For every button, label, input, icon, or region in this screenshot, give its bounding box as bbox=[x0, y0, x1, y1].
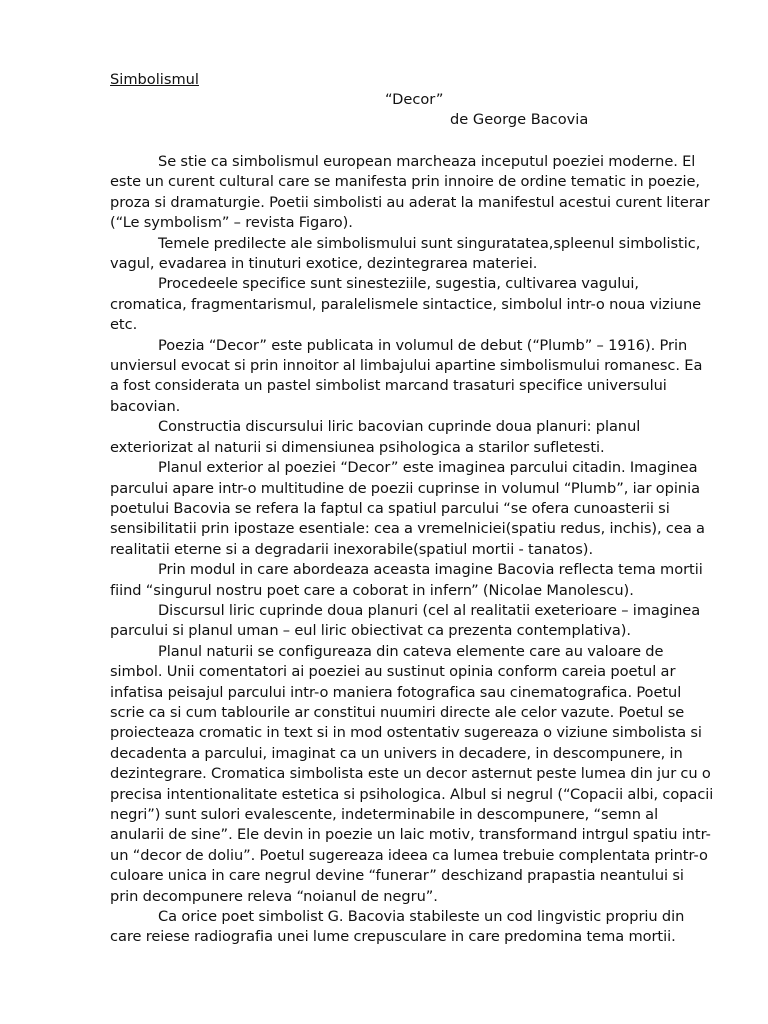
document-page bbox=[110, 70, 715, 948]
paragraph-4: Poezia “Decor” este publicata in volumul de debut (“Plumb” – 1916). Prin unviersul evocat si prin innoitor al limbajului apartine simbolismului romanesc. Ea a fost considerata un pastel simbolist marcand trasaturi specifice universului bacovian. bbox=[110, 336, 703, 415]
paragraph-6: Planul exterior al poeziei “Decor” este imaginea parcului citadin. Imaginea parcului apare intr-o multitudine de poezii cuprinse in volumul “Plumb”, iar opinia poetului Bacovia se refera la faptul ca spatiul parcului “se ofera cunoasterii si sensibilitatii prin ipostaze esentiale: cea a vremelniciei(spatiu redus, inchis), cea a realitatii eterne si a degradarii inexorabile(spatiul mortii - tanatos). bbox=[110, 459, 705, 558]
poem-author: de George Bacovia bbox=[450, 111, 589, 128]
paragraph-8: Discursul liric cuprinde doua planuri (cel al realitatii exeterioare – imaginea parcului si planul uman – eul liric obiectivat ca prezenta contemplativa). bbox=[110, 601, 701, 640]
paragraph-2: Temele predilecte ale simbolismului sunt singuratatea,spleenul simbolistic, vagul, evadarea in tinuturi exotice, dezintegrarea materiei. bbox=[110, 234, 701, 273]
paragraph-3: Procedeele specifice sunt sinesteziile, sugestia, cultivarea vagului, cromatica, fragmentarismul, paralelismele sintactice, simbolul intr-o noua viziune etc. bbox=[110, 275, 702, 334]
paragraph-9: Planul naturii se configureaza din cateva elemente care au valoare de simbol. Unii comentatori ai poeziei au sustinut opinia conform careia poetul ar infatisa peisajul parcului intr-o maniera fotografica sau cinematografica. Poetul scrie ca si cum tablourile ar constitui nuumiri directe ale celor vazute. Poetul se proiecteaza cromatic in text si in mod ostentativ sugereaza o viziune simbolista si decadenta a parcului, imaginat ca un univers in decadere, in descompunere, in dezintegrare. Cromatica simbolista este un decor asternut peste lumea din jur cu o precisa intentionalitate estetica si psihologica. Albul si negrul (“Copacii albi, copacii negri”) sunt sulori evalescente, indeterminabile in descompunere, “semn al anularii de sine”. Ele devin in poezie un laic motiv, transformand intrgul spatiu intr-un “decor de doliu”. Poetul sugereaza ideea ca lumea trebuie complentata printr-o culoare unica in care negrul devine “funerar” deschizand prapastia neantului si prin decompunere releva “noianul de negru”. bbox=[110, 642, 714, 905]
section-heading: Simbolismul bbox=[110, 71, 199, 88]
paragraph-10: Ca orice poet simbolist G. Bacovia stabileste un cod lingvistic propriu din care reiese radiografia unei lume crepusculare in care predomina tema mortii. bbox=[110, 908, 685, 946]
poem-title: “Decor” bbox=[385, 91, 444, 108]
spacer bbox=[110, 130, 715, 152]
paragraph-1: Se stie ca simbolismul european marcheaza inceputul poeziei moderne. El este un curent cultural care se manifesta prin innoire de ordine tematic in poezie, proza si dramaturgie. Poetii simbolisti au aderat la manifestul acestui curent literar (“Le symbolism” – revista Figaro). bbox=[110, 153, 710, 232]
paragraph-5: Constructia discursului liric bacovian cuprinde doua planuri: planul exteriorizat al naturii si dimensiunea psihologica a starilor sufletesti. bbox=[110, 418, 641, 456]
paragraph-7: Prin modul in care abordeaza aceasta imagine Bacovia reflecta tema mortii fiind “singurul nostru poet care a coborat in infern” (Nicolae Manolescu). bbox=[110, 561, 703, 599]
